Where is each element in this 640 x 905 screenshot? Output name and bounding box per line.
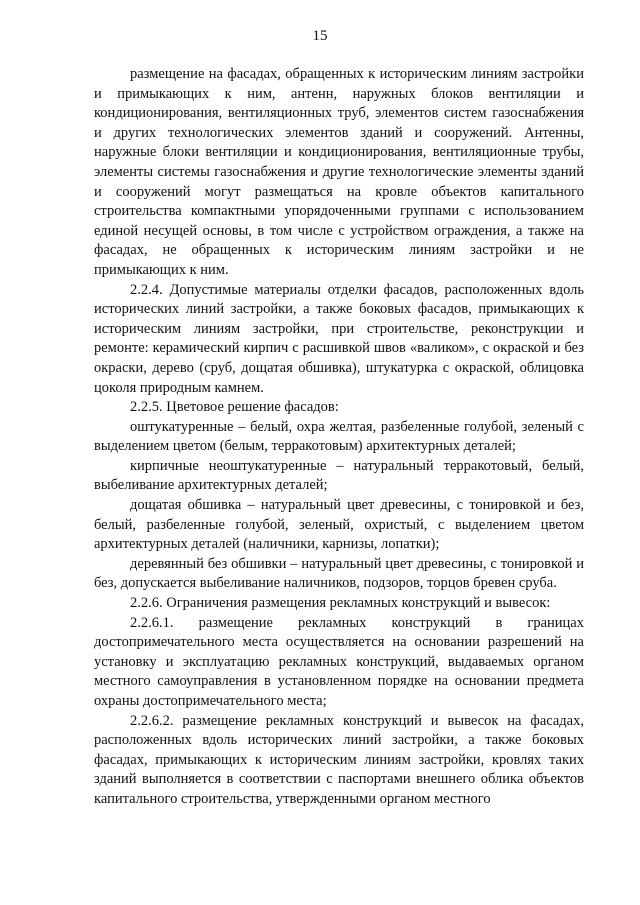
- body-text: [94, 65, 584, 810]
- paragraph-2-2-6-1: 2.2.6.1. размещение рекламных конструкций в границах достопримечательного места осуществляется на основании разрешений на установку и эксплуатацию рекламных конструкций, выдаваемых органом местного самоуправления в установленном порядке на основании предмета охраны достопримечательного места;: [94, 614, 584, 709]
- paragraph-2-2-5-colors: 2.2.5. Цветовое решение фасадов:: [130, 399, 339, 416]
- paragraph-2-2-6-2: 2.2.6.2. размещение рекламных конструкций и вывесок на фасадах, расположенных вдоль исторических линий застройки, а также боковых фасадах, примыкающих к историческим линиям застройки, кровлях таких зданий выполняется в соответствии с паспортами внешнего облика объектов капитального строительства, утвержденными органом местного: [94, 712, 584, 807]
- paragraph-2-2-6-advertising: 2.2.6. Ограничения размещения рекламных конструкций и вывесок:: [130, 595, 551, 612]
- paragraph-2-2-4-materials: 2.2.4. Допустимые материалы отделки фасадов, расположенных вдоль исторических линий застройки, а также боковых фасадов, примыкающих к историческим линиям застройки, при строительстве, реконструкции и ремонте: керамический кирпич с расшивкой швов «валиком», с окраской и без окраски, дерево (сруб, дощатая обшивка), штукатурка с окраской, облицовка цоколя природным камнем.: [94, 281, 584, 396]
- page-number: 15: [312, 28, 328, 44]
- paragraph-facade-equipment: размещение на фасадах, обращенных к историческим линиям застройки и примыкающих к ним, антенн, наружных блоков вентиляции и кондиционирования, вентиляционных труб, элементов систем газоснабжения и других технологических элементов зданий и сооружений. Антенны, наружные блоки вентиляции и кондиционирования, вентиляционные трубы, элементы системы газоснабжения и другие технологические элементы зданий и сооружений могут размещаться на кровле объектов капитального строительства компактными упорядоченными группами с использованием единой несущей основы, в том числе с устройством ограждения, а также на фасадах, не обращенных к историческим линиям застройки и не примыкающих к ним.: [94, 66, 584, 278]
- paragraph-board-cladding-colors: дощатая обшивка – натуральный цвет древесины, с тонировкой и без, белый, разбеленные голубой, зеленый, охристый, с выделением цветом архитектурных деталей (наличники, карнизы, лопатки);: [94, 497, 584, 553]
- paragraph-plastered-colors: оштукатуренные – белый, охра желтая, разбеленные голубой, зеленый с выделением цветом (белым, терракотовым) архитектурных деталей;: [94, 418, 584, 455]
- paragraph-wooden-colors: деревянный без обшивки – натуральный цвет древесины, с тонировкой и без, допускается выбеливание наличников, подзоров, торцов бревен сруба.: [94, 555, 584, 592]
- paragraph-brick-colors: кирпичные неоштукатуренные – натуральный терракотовый, белый, выбеливание архитектурных деталей;: [94, 457, 584, 494]
